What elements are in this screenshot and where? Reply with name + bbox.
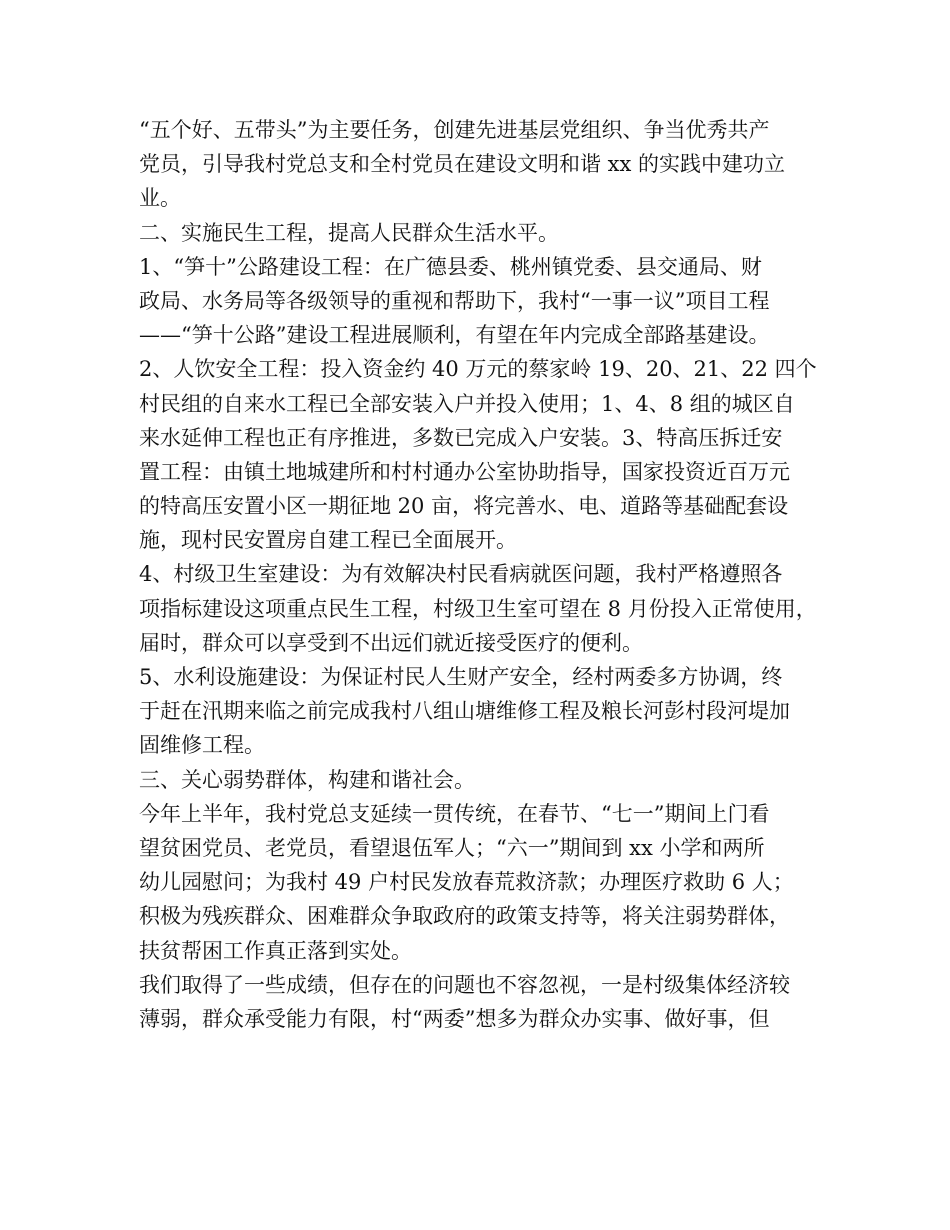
text-line: 届时，群众可以享受到不出远们就近接受医疗的便利。 — [139, 630, 643, 655]
text-line: 政局、水务局等各级领导的重视和帮助下，我村“一事一议”项目工程 — [139, 288, 770, 313]
text-line: 幼儿园慰问；为我村 49 户村民发放春荒救济款；办理医疗救助 6 人； — [139, 870, 794, 895]
text-line: 5、水利设施建设：为保证村民人生财产安全，经村两委多方协调，终 — [139, 665, 783, 689]
section-heading: 二、实施民生工程，提高人民群众生活水平。 — [139, 220, 559, 245]
text-line: “五个好、五带头”为主要任务，创建先进基层党组织、争当优秀共产 — [139, 118, 770, 142]
text-line: 4、村级卫生室建设：为有效解决村民看病就医问题，我村严格遵照各 — [139, 562, 783, 587]
text-line: 村民组的自来水工程已全部安装入户并投入使用；1、4、8 组的城区自 — [139, 391, 795, 416]
section-heading: 三、关心弱势群体，构建和谐社会。 — [139, 767, 475, 792]
text-line: 于赶在汛期来临之前完成我村八组山塘维修工程及粮长河彭村段河堤加 — [139, 699, 790, 724]
text-line: 望贫困党员、老党员，看望退伍军人；“六一”期间到 xx 小学和两所 — [139, 835, 765, 860]
text-line: 置工程：由镇土地城建所和村村通办公室协助指导，国家投资近百万元 — [139, 459, 790, 484]
text-line: ——“笋十公路”建设工程进展顺利，有望在年内完成全部路基建设。 — [139, 323, 770, 348]
document-body — [139, 113, 829, 1036]
text-line: 扶贫帮困工作真正落到实处。 — [139, 938, 412, 963]
text-line: 1、“笋十”公路建设工程：在广德县委、桃州镇党委、县交通局、财 — [139, 254, 762, 279]
text-line: 项指标建设这项重点民生工程，村级卫生室可望在 8 月份投入正常使用， — [139, 596, 817, 621]
text-line: 党员，引导我村党总支和全村党员在建设文明和谐 xx 的实践中建功立 — [139, 152, 786, 177]
text-line: 固维修工程。 — [139, 733, 265, 758]
text-line: 施，现村民安置房自建工程已全面展开。 — [139, 528, 517, 553]
text-line: 薄弱，群众承受能力有限，村“两委”想多为群众办实事、做好事，但 — [139, 1006, 770, 1031]
text-line: 的特高压安置小区一期征地 20 亩，将完善水、电、道路等基础配套设 — [139, 494, 789, 519]
text-line: 我们取得了一些成绩，但存在的问题也不容忽视，一是村级集体经济较 — [139, 972, 790, 997]
text-line: 今年上半年，我村党总支延续一贯传统，在春节、“七一”期间上门看 — [139, 801, 770, 826]
text-line: 业。 — [139, 186, 181, 211]
text-line: 来水延伸工程也正有序推进，多数已完成入户安装。3、特高压拆迁安 — [139, 425, 783, 450]
text-line: 2、人饮安全工程：投入资金约 40 万元的蔡家岭 19、20、21、22 四个 — [139, 357, 817, 382]
text-line: 积极为残疾群众、困难群众争取政府的政策支持等，将关注弱势群体， — [139, 904, 790, 929]
